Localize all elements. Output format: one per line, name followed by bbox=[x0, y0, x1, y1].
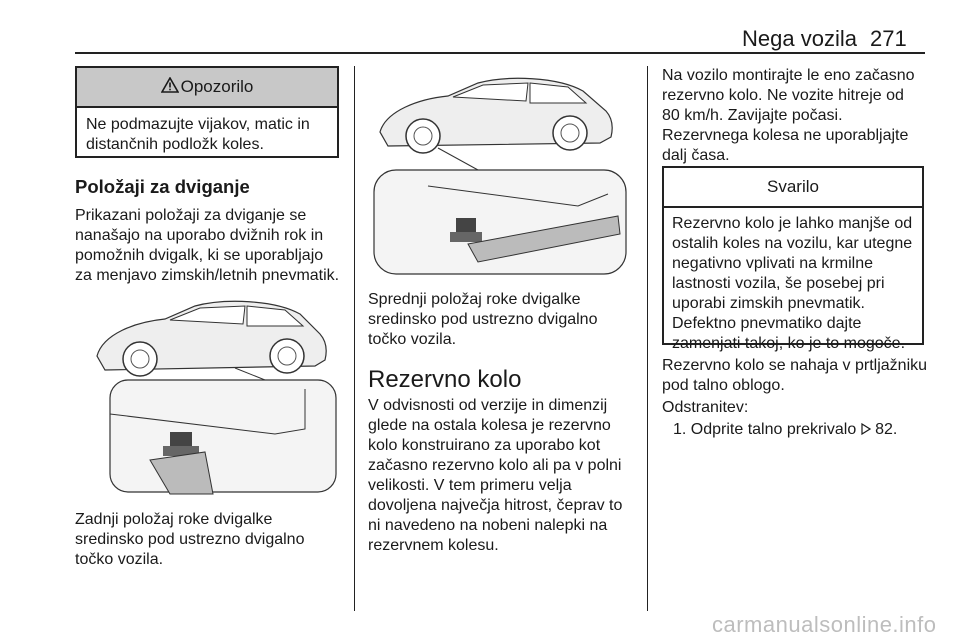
para-line: kolo konstruirano za uporabo kot bbox=[368, 437, 601, 454]
rear-lift-caption bbox=[75, 510, 345, 570]
warning-line: distančnih podložk koles. bbox=[86, 136, 264, 153]
para-line: Na vozilo montirajte le eno začasno bbox=[662, 67, 915, 84]
para-line: Prikazani položaji za dviganje se bbox=[75, 207, 307, 224]
caution-line: lastnosti vozila, še posebej pri bbox=[672, 275, 885, 292]
para-line: Rezervnega kolesa ne uporabljajte bbox=[662, 127, 909, 144]
section-title: Nega vozila bbox=[742, 26, 857, 51]
spare-wheel-heading: Rezervno kolo bbox=[368, 366, 522, 393]
caution-text bbox=[664, 208, 922, 360]
caution-line: negativno vplivati na krmilne bbox=[672, 255, 873, 272]
warning-text bbox=[77, 108, 337, 162]
site-watermark: carmanualsonline.info bbox=[712, 612, 937, 637]
para-line: dalj časa. bbox=[662, 147, 730, 164]
warning-box bbox=[75, 66, 339, 158]
para-line: rezervnem kolesu. bbox=[368, 537, 499, 554]
header-rule bbox=[75, 52, 925, 54]
para-line: pod talno oblogo. bbox=[662, 377, 785, 394]
para-line: nanašajo na uporabo dvižnih rok in bbox=[75, 227, 324, 244]
warning-line: Ne podmazujte vijakov, matic in bbox=[86, 116, 310, 133]
para-line: ni navedeno na nobeni nalepki na bbox=[368, 517, 608, 534]
page-ref-number: 82. bbox=[875, 421, 898, 438]
removal-step-1 bbox=[673, 420, 943, 440]
spare-location-paragraph bbox=[662, 356, 952, 396]
para-line: začasno rezervno kolo ali pa v polni bbox=[368, 457, 622, 474]
column-divider-right bbox=[647, 66, 648, 611]
para-line: pomožnih dvigalk, ki se uporabljajo bbox=[75, 247, 324, 264]
warning-title: Opozorilo bbox=[180, 77, 254, 96]
removal-label: Odstranitev: bbox=[662, 399, 749, 416]
rear-lift-point-illustration bbox=[75, 284, 338, 496]
column-divider-left bbox=[354, 66, 355, 611]
para-line: V odvisnosti od verzije in dimenzij bbox=[368, 397, 608, 414]
para-line: glede na ostala kolesa je rezervno bbox=[368, 417, 611, 434]
para-line: 80 km/h. Zavijajte počasi. bbox=[662, 107, 843, 124]
caution-title: Svarilo bbox=[664, 168, 922, 208]
caption-line: točko vozila. bbox=[368, 331, 457, 348]
page-number: 271 bbox=[870, 26, 907, 51]
caption-line: točko vozila. bbox=[75, 551, 164, 568]
para-line: rezervno kolo. Ne vozite hitreje od bbox=[662, 87, 904, 104]
caption-line: sredinsko pod ustrezno dvigalno bbox=[75, 531, 305, 548]
caution-line: ostalih koles na vozilu, kar utegne bbox=[672, 235, 913, 252]
caution-line: Rezervno kolo je lahko manjše od bbox=[672, 215, 913, 232]
caption-line: sredinsko pod ustrezno dvigalno bbox=[368, 311, 598, 328]
para-line: velikosti. V tem primeru velja bbox=[368, 477, 572, 494]
warning-triangle-icon bbox=[161, 69, 179, 107]
lifting-points-paragraph bbox=[75, 206, 350, 286]
page-reference-link[interactable] bbox=[861, 421, 898, 438]
caution-line: zamenjati takoj, ko je to mogoče. bbox=[672, 335, 906, 352]
step-number: 1. bbox=[673, 421, 687, 438]
page-ref-arrow-icon bbox=[861, 421, 875, 438]
spare-wheel-paragraph bbox=[368, 396, 644, 556]
caption-line: Zadnji položaj roke dvigalke bbox=[75, 511, 273, 528]
front-lift-caption bbox=[368, 290, 643, 350]
para-line: za menjavo zimskih/letnih pnevmatik. bbox=[75, 267, 340, 284]
step-text: Odprite talno prekrivalo bbox=[690, 421, 857, 438]
caution-line: Defektno pnevmatiko dajte bbox=[672, 315, 862, 332]
para-line: Rezervno kolo se nahaja v prtljažniku bbox=[662, 357, 928, 374]
lifting-points-heading: Položaji za dviganje bbox=[75, 176, 250, 197]
caution-box bbox=[662, 166, 924, 352]
caution-line: uporabi zimskih pnevmatik. bbox=[672, 295, 865, 312]
temporary-spare-paragraph bbox=[662, 66, 937, 166]
para-line: dovoljena največja hitrost, čeprav to bbox=[368, 497, 623, 514]
warning-header bbox=[77, 68, 337, 108]
front-lift-point-illustration bbox=[368, 66, 632, 278]
caption-line: Sprednji položaj roke dvigalke bbox=[368, 291, 581, 308]
